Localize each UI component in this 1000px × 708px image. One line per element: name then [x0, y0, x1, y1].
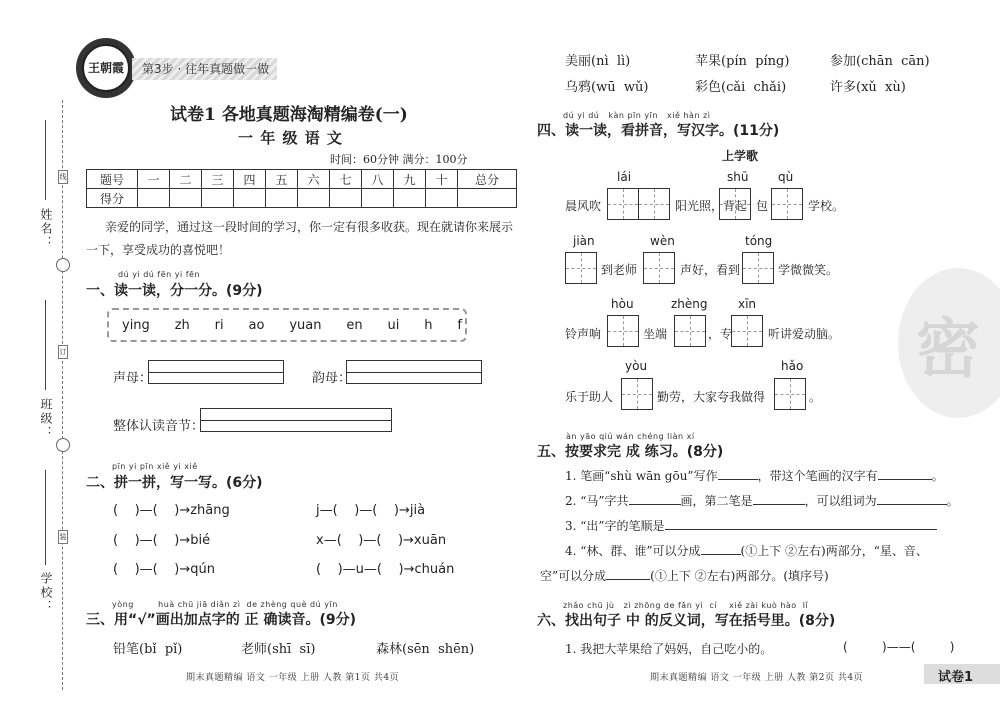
s5-q4-text-a: 4. “林、群、谁”可以分成 [565, 544, 701, 558]
intro-line-1: 亲爱的同学，通过这一段时间的学习，你一定有很多收获。现在就请你来展示 [105, 220, 514, 234]
tzg-pinyin: jiàn [573, 234, 595, 248]
tzg-pinyin: yòu [625, 359, 648, 373]
score-table-cell: 六 [298, 170, 330, 189]
tzg-cell[interactable] [643, 252, 675, 284]
tzg-pinyin: shū [727, 170, 749, 184]
tzg-cell[interactable] [565, 252, 597, 284]
binding-hole [56, 438, 70, 452]
score-input-cell[interactable] [138, 189, 170, 208]
s6-pinyin: zhǎo chū jù zi zhōng de fǎn yì cí xiě zài kuò hào lǐ [563, 601, 809, 610]
s1-item: ui [387, 318, 400, 333]
intro-line-2: 一下，享受成功的喜悦吧！ [86, 243, 231, 257]
tzg-pinyin: hǎo [781, 359, 804, 373]
s1-item-list [122, 318, 462, 333]
s5-blank[interactable] [753, 492, 805, 505]
yunmu-answer-lines[interactable] [346, 360, 482, 384]
logo-text: 王朝霞 [82, 44, 130, 92]
zhengti-label: 整体认读音节： [113, 419, 205, 434]
s3-cont-item[interactable]: 许多(xǔ xù) [830, 80, 906, 95]
score-table-cell: 四 [234, 170, 266, 189]
score-input-cell[interactable] [266, 189, 298, 208]
s5-blank[interactable] [701, 542, 741, 555]
song-text: 学微微笑。 [778, 263, 839, 277]
score-table-cell: 二 [170, 170, 202, 189]
s3-cont-item[interactable]: 苹果(pín píng) [695, 54, 790, 69]
s6-heading: 六、找出句子 中 的反义词，写在括号里。(8分) [537, 613, 836, 629]
s4-pinyin: dú yi dú kàn pīn yīn xiě hàn zì [563, 111, 711, 120]
score-input-cell[interactable] [234, 189, 266, 208]
score-table-cell: 一 [138, 170, 170, 189]
score-input-cell[interactable] [170, 189, 202, 208]
s5-q2-text-d: 。 [946, 494, 959, 508]
tzg-cell[interactable] [731, 315, 763, 347]
tzg-cell[interactable] [719, 188, 751, 220]
tzg-cell[interactable] [607, 188, 639, 220]
s5-q2 [565, 492, 959, 509]
zhengti-answer-lines[interactable] [200, 408, 392, 432]
binding-dashed-line [62, 100, 63, 690]
watermark-seal [898, 268, 1000, 418]
tzg-pinyin: wèn [650, 234, 675, 248]
class-write-line [45, 300, 46, 390]
score-table-header-row [87, 170, 517, 189]
score-input-cell[interactable] [394, 189, 426, 208]
name-write-line [45, 120, 46, 200]
s2-heading: 二、拼一拼，写一写。(6分) [86, 475, 263, 491]
score-table-cell: 九 [394, 170, 426, 189]
tzg-pinyin: qù [778, 170, 794, 184]
step-label: 第3步 · 往年真题做一做 [142, 62, 270, 76]
song-text: 到老师 [601, 263, 638, 277]
s5-q1 [565, 467, 944, 484]
s3-item[interactable]: 铅笔(bǐ pǐ) [113, 642, 183, 657]
page-tag-label: 试卷1 [938, 670, 974, 685]
s3-cont-item[interactable]: 参加(chān cān) [830, 54, 930, 69]
score-table-cell: 八 [362, 170, 394, 189]
s3-cont-item[interactable]: 彩色(cǎi chǎi) [695, 80, 787, 95]
footer-left: 期末真题精编 语文 一年级 上册 人教 第1页 共4页 [186, 673, 400, 683]
publisher-logo [76, 38, 136, 98]
s1-item: zh [174, 318, 190, 333]
binding-hole [56, 258, 70, 272]
s2-row-2-left[interactable]: ( )—( )→bié [113, 533, 211, 548]
s5-q1-text-b: ，带这个笔画的汉字有 [757, 469, 878, 483]
score-input-cell[interactable] [426, 189, 458, 208]
score-table-cell: 题号 [87, 170, 138, 189]
tzg-cell[interactable] [774, 378, 806, 410]
tzg-cell[interactable] [638, 188, 670, 220]
s5-blank[interactable] [718, 467, 758, 480]
score-row-label: 得分 [87, 189, 138, 208]
name-label: 姓名： [39, 208, 53, 250]
tzg-pinyin: lái [617, 170, 632, 184]
binding-mark-line: 线 [58, 170, 68, 184]
s3-cont-item[interactable]: 美丽(nì lì) [565, 54, 631, 69]
score-input-cell[interactable] [202, 189, 234, 208]
s5-q2-text-a: 2. “马”字共 [565, 494, 629, 508]
s2-row-3-right[interactable]: ( )—u—( )→chuán [316, 562, 455, 577]
s3-heading: 三、用“√”画出加点字的 正 确读音。(9分) [86, 612, 357, 628]
s5-q2-text-b: 画，第二笔是 [680, 494, 753, 508]
s5-q4-text-b: (①上下 ②左右)两部分，“星、音、 [740, 544, 928, 558]
tzg-cell[interactable] [742, 252, 774, 284]
s5-blank[interactable] [606, 567, 650, 580]
s1-item: yuan [289, 318, 322, 333]
song-text: 铃声响 [565, 327, 602, 341]
yunmu-label: 韵母： [312, 371, 352, 386]
tzg-cell[interactable] [674, 315, 706, 347]
s5-q4 [565, 542, 928, 559]
exam-subtitle: 一 年 级 语 文 [238, 129, 343, 147]
footer-right: 期末真题精编 语文 一年级 上册 人教 第2页 共4页 [650, 673, 864, 683]
song-text: 包 [756, 199, 769, 213]
s1-item: ying [122, 318, 150, 333]
school-label: 学校： [39, 572, 53, 614]
s3-cont-item[interactable]: 乌鸦(wū wǔ) [565, 80, 649, 95]
tzg-cell[interactable] [621, 378, 653, 410]
s5-q3-text: 3. “出”字的笔顺是 [565, 519, 665, 533]
s4-heading: 四、读一读，看拼音，写汉字。(11分) [537, 123, 780, 139]
s5-q1-text-a: 1. 笔画“shù wān gōu”写作 [565, 469, 718, 483]
score-input-cell[interactable] [330, 189, 362, 208]
s5-pinyin: àn yāo qiú wán chéng liàn xí [566, 432, 695, 441]
song-text: 勤劳，大家夸我做得 [657, 390, 766, 404]
school-write-line [45, 470, 46, 565]
s1-item: en [346, 318, 363, 333]
tzg-pinyin: zhèng [671, 297, 708, 311]
s1-item: ao [248, 318, 265, 333]
score-input-cell[interactable] [458, 189, 517, 208]
tzg-cell[interactable] [771, 188, 803, 220]
score-table-cell: 五 [266, 170, 298, 189]
s2-row-1-left[interactable]: ( )—( )→zhāng [113, 503, 230, 518]
score-table [86, 169, 517, 208]
s1-pinyin: dú yi dú fēn yi fēn [118, 270, 201, 279]
s1-item: ri [214, 318, 224, 333]
score-table-cell: 三 [202, 170, 234, 189]
song-text: 阳光照，背起 [675, 199, 748, 213]
s5-q4-text-c: 空”可以分成 [540, 569, 607, 583]
watermark-seal-text: 密 [916, 313, 980, 387]
song-text: 坐端 [643, 327, 668, 341]
s5-q1-text-c: 。 [931, 469, 944, 483]
song-text: 。 [809, 390, 822, 404]
s5-q2-text-c: ，可以组词为 [804, 494, 877, 508]
s3-item[interactable]: 老师(shī sī) [241, 642, 316, 657]
shengmu-label: 声母： [113, 371, 153, 386]
s2-pinyin: pīn yi pīn xiě yi xiě [112, 462, 198, 471]
class-label: 班级： [39, 398, 53, 440]
shengmu-answer-lines[interactable] [148, 360, 284, 384]
tzg-pinyin: xīn [738, 297, 757, 311]
s1-item: h [424, 318, 433, 333]
song-text: 听讲爱动脑。 [768, 327, 841, 341]
score-table-cell: 总分 [458, 170, 517, 189]
s5-heading: 五、按要求完 成 练习。(8分) [537, 444, 724, 460]
song-text: ，专 [708, 327, 733, 341]
s5-blank[interactable] [878, 467, 932, 480]
s2-row-1-right[interactable]: j—( )—( )→jià [316, 503, 426, 518]
s5-blank[interactable] [629, 492, 681, 505]
song-text: 乐于助人 [565, 390, 614, 404]
song-text: 学校。 [808, 199, 845, 213]
score-input-cell[interactable] [362, 189, 394, 208]
s5-blank[interactable] [877, 492, 947, 505]
song-text: 声好，看到 [680, 263, 741, 277]
s5-blank[interactable] [665, 517, 937, 530]
page-tag [924, 664, 1000, 684]
score-table-cell: 十 [426, 170, 458, 189]
s5-q3 [565, 517, 937, 534]
s2-row-2-right[interactable]: x—( )—( )→xuān [316, 533, 447, 548]
s5-q4-cont [540, 567, 829, 584]
score-input-cell[interactable] [298, 189, 330, 208]
score-table-score-row [87, 189, 517, 208]
s3-pinyin: yòng huà chū jiā diǎn zì de zhèng què dú yīn [112, 600, 338, 609]
song-title: 上学歌 [722, 149, 759, 163]
s1-heading: 一、读一读，分一分。(9分) [86, 283, 263, 299]
s3-item[interactable]: 森林(sēn shēn) [376, 642, 475, 657]
s6-q1: 1. 我把大苹果给了妈妈，自己吃小的。 [565, 642, 773, 656]
binding-mark-seal: 装 [58, 530, 68, 544]
s1-item: f [457, 318, 462, 333]
binding-mark-fold: 订 [58, 345, 68, 359]
exam-title: 试卷1 各地真题海淘精编卷(一) [170, 105, 408, 125]
tzg-pinyin: hòu [611, 297, 634, 311]
s5-q4-text-d: (①上下 ②左右)两部分。(填序号) [650, 569, 829, 583]
tzg-cell[interactable] [607, 315, 639, 347]
score-table-cell: 七 [330, 170, 362, 189]
s2-row-3-left[interactable]: ( )—( )→qún [113, 562, 215, 577]
song-text: 晨风吹 [565, 199, 602, 213]
tzg-pinyin: tóng [745, 234, 773, 248]
s6-q1-answer-blanks[interactable]: ( )——( ) [843, 640, 955, 654]
exam-meta: 时间：60分钟 满分：100分 [330, 153, 468, 166]
